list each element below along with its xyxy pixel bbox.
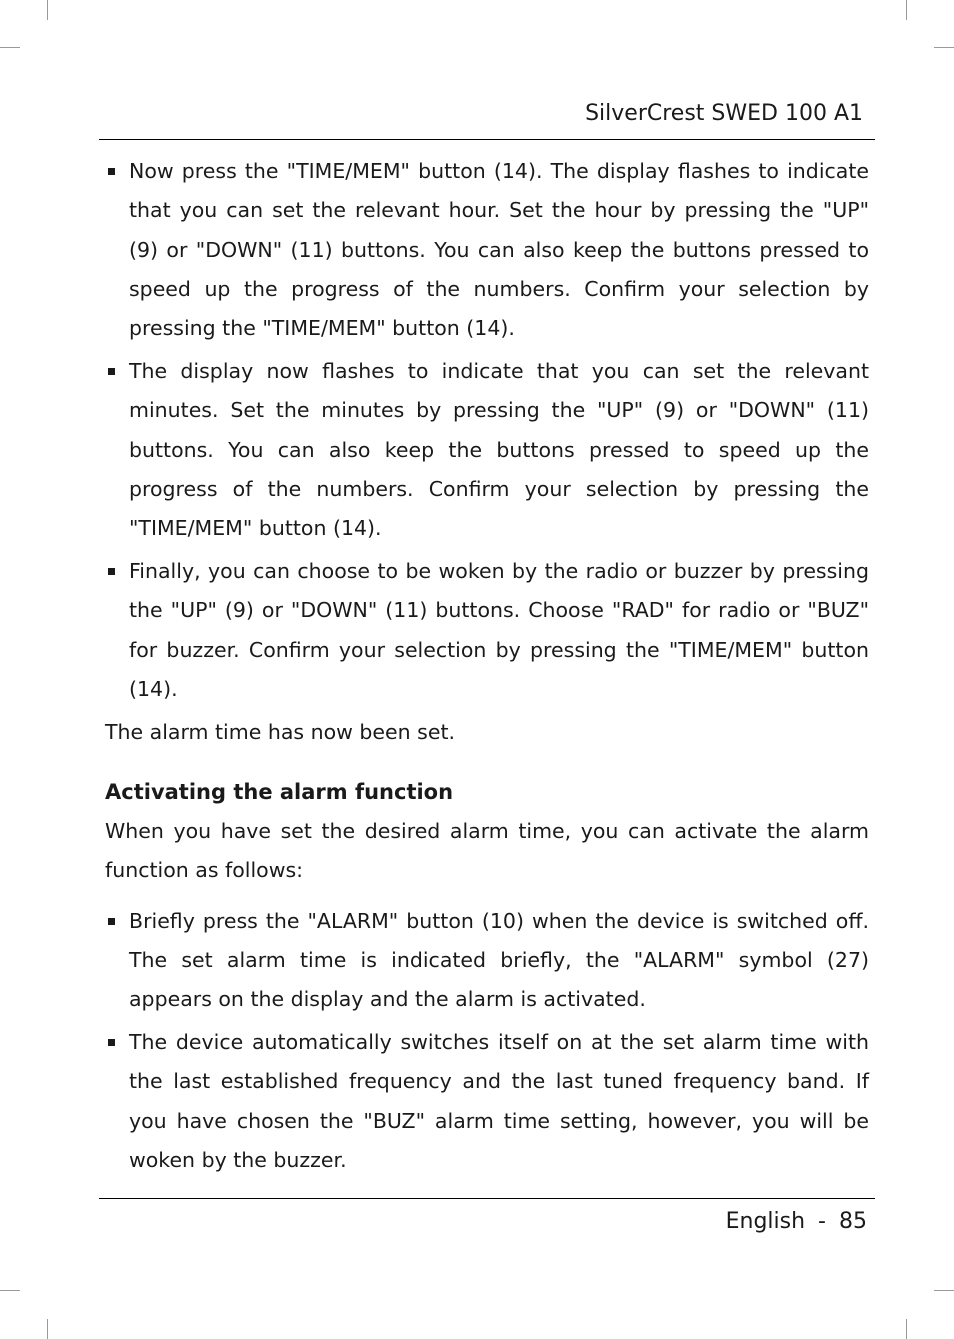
square-bullet-icon (108, 568, 115, 575)
footer-rule (99, 1198, 875, 1199)
crop-mark-top-right-horizontal (934, 47, 954, 48)
page-number: 85 (839, 1209, 867, 1234)
square-bullet-icon (108, 1039, 115, 1046)
list-item (105, 552, 869, 709)
running-header-product: SilverCrest SWED 100 A1 (585, 101, 863, 126)
section-heading-activating-alarm: Activating the alarm function (105, 779, 454, 804)
list-item (105, 352, 869, 548)
page-content (105, 152, 869, 1184)
list-item (105, 152, 869, 348)
section2-bullet-list (105, 902, 869, 1181)
header-rule (99, 139, 875, 140)
list-item-text: Now press the "TIME/MEM" button (14). The display flashes to indicate that you can set the relevant hour. Set the hour by pressing the "UP" (9) or "DOWN" (11) buttons. You can also keep the buttons pressed to speed up the progress of the numbers. Confirm your selection by pressing the "TIME/MEM" button (14). (129, 159, 869, 341)
square-bullet-icon (108, 168, 115, 175)
list-item (105, 1023, 869, 1180)
list-item-text: Briefly press the "ALARM" button (10) when the device is switched off. The set alarm time is indicated briefly, the "ALARM" symbol (27) appears on the display and the alarm is activated. (129, 908, 869, 1012)
section1-bullet-list (105, 152, 869, 709)
list-item-text: Finally, you can choose to be woken by the radio or buzzer by pressing the "UP" (9) or "DOWN" (11) buttons. Choose "RAD" for radio or "BUZ" for buzzer. Confirm your selection by pressing the "TIME/MEM" button (14). (129, 558, 869, 701)
crop-mark-bottom-left-vertical (47, 1319, 48, 1339)
square-bullet-icon (108, 368, 115, 375)
crop-mark-top-left-vertical (47, 0, 48, 20)
list-item (105, 902, 869, 1020)
footer-separator: - (818, 1209, 826, 1234)
crop-mark-bottom-right-horizontal (934, 1290, 954, 1291)
crop-mark-bottom-right-vertical (906, 1319, 907, 1339)
list-item-text: The display now flashes to indicate that you can set the relevant minutes. Set the minutes by pressing the "UP" (9) or "DOWN" (11) buttons. You can also keep the buttons pressed to speed up the progress of the numbers. Confirm your selection by pressing the "TIME/MEM" button (14). (129, 358, 869, 541)
alarm-set-conclusion: The alarm time has now been set. (105, 719, 456, 744)
square-bullet-icon (108, 918, 115, 925)
crop-mark-top-right-vertical (906, 0, 907, 20)
crop-mark-bottom-left-horizontal (0, 1290, 20, 1291)
section-intro: When you have set the desired alarm time, you can activate the alarm function as follows: (105, 818, 869, 883)
page-footer (726, 1207, 867, 1237)
footer-language: English (725, 1209, 806, 1234)
list-item-text: The device automatically switches itself on at the set alarm time with the last established frequency and the last tuned frequency band. If you have chosen the "BUZ" alarm time setting, however, you will be woken by the buzzer. (129, 1029, 869, 1172)
crop-mark-top-left-horizontal (0, 47, 20, 48)
